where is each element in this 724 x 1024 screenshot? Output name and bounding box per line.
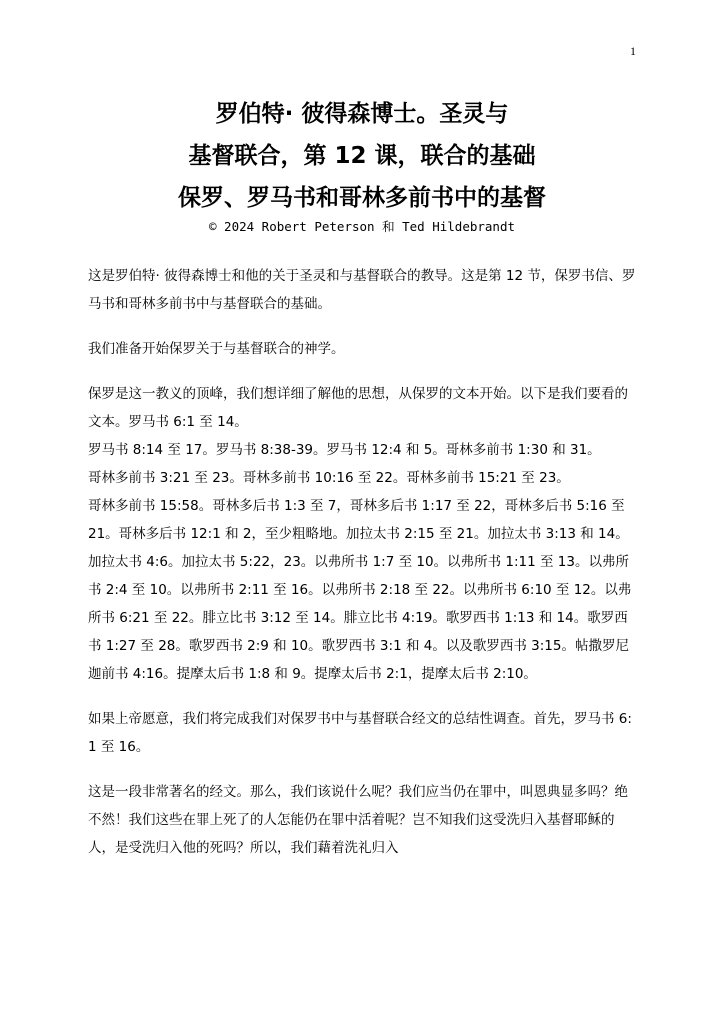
scripture-list-remaining: 哥林多前书 15:58。哥林多后书 1:3 至 7，哥林多后书 1:17 至 22，哥林多后书 5:16 至 21。哥林多后书 12:1 和 2，至少粗略地。加拉太书 2:15 至 21。加拉太书 3:13 和 14。加拉太书 4:6。加拉太书 5:22，23。以弗所书 1:7 至 10。以弗所书 1:11 至 13。以弗所书 2:4 至 10。以弗所书 2:11 至 16。以弗所书 2:18 至 22。以弗所书 6:10 至 12。以弗所书 6:21 至 22。腓立比书 3:12 至 14。腓立比书 4:19。歌罗西书 1:13 和 14。歌罗西书 1:27 至 28。歌罗西书 2:9 和 10。歌罗西书 3:1 和 4。以及歌罗西书 3:15。帖撒罗尼迦前书 4:16。提摩太后书 1:8 和 9。提摩太后书 2:1，提摩太后书 2:10。 bbox=[88, 498, 632, 682]
title-line-1: 罗伯特· 彼得森博士。圣灵与 bbox=[215, 101, 509, 127]
preparation-paragraph: 我们准备开始保罗关于与基督联合的神学。 bbox=[88, 341, 345, 357]
title-line-3: 保罗、罗马书和哥林多前书中的基督 bbox=[178, 185, 546, 211]
romans-passage-paragraph: 这是一段非常著名的经文。那么，我们该说什么呢？我们应当仍在罪中，叫恩典显多吗？绝不然！我们这些在罪上死了的人怎能仍在罪中活着呢？岂不知我们这受洗归入基督耶稣的人，是受洗归入他的死吗？所以，我们藉着洗礼归入 bbox=[88, 784, 628, 856]
texts-intro-paragraph: 保罗是这一教义的顶峰，我们想详细了解他的思想，从保罗的文本开始。以下是我们要看的文本。罗马书 6:1 至 14。 bbox=[88, 386, 628, 430]
scripture-list-romans: 罗马书 8:14 至 17。罗马书 8:38-39。罗马书 12:4 和 5。哥林多前书 1:30 和 31。 bbox=[88, 442, 601, 458]
survey-paragraph: 如果上帝愿意，我们将完成我们对保罗书中与基督联合经文的总结性调查。首先，罗马书 6:1 至 16。 bbox=[88, 711, 632, 755]
document-body bbox=[88, 262, 636, 879]
title-line-2: 基督联合，第 12 课，联合的基础 bbox=[188, 143, 536, 169]
scripture-list-corinthians: 哥林多前书 3:21 至 23。哥林多前书 10:16 至 22。哥林多前书 15:21 至 23。 bbox=[88, 470, 570, 486]
document-header bbox=[0, 93, 724, 235]
intro-paragraph: 这是罗伯特· 彼得森博士和他的关于圣灵和与基督联合的教导。这是第 12 节，保罗书信、罗马书和哥林多前书中与基督联合的基础。 bbox=[88, 268, 636, 312]
page-number: 1 bbox=[630, 44, 636, 58]
copyright-line: © 2024 Robert Peterson 和 Ted Hildebrandt bbox=[209, 219, 515, 234]
